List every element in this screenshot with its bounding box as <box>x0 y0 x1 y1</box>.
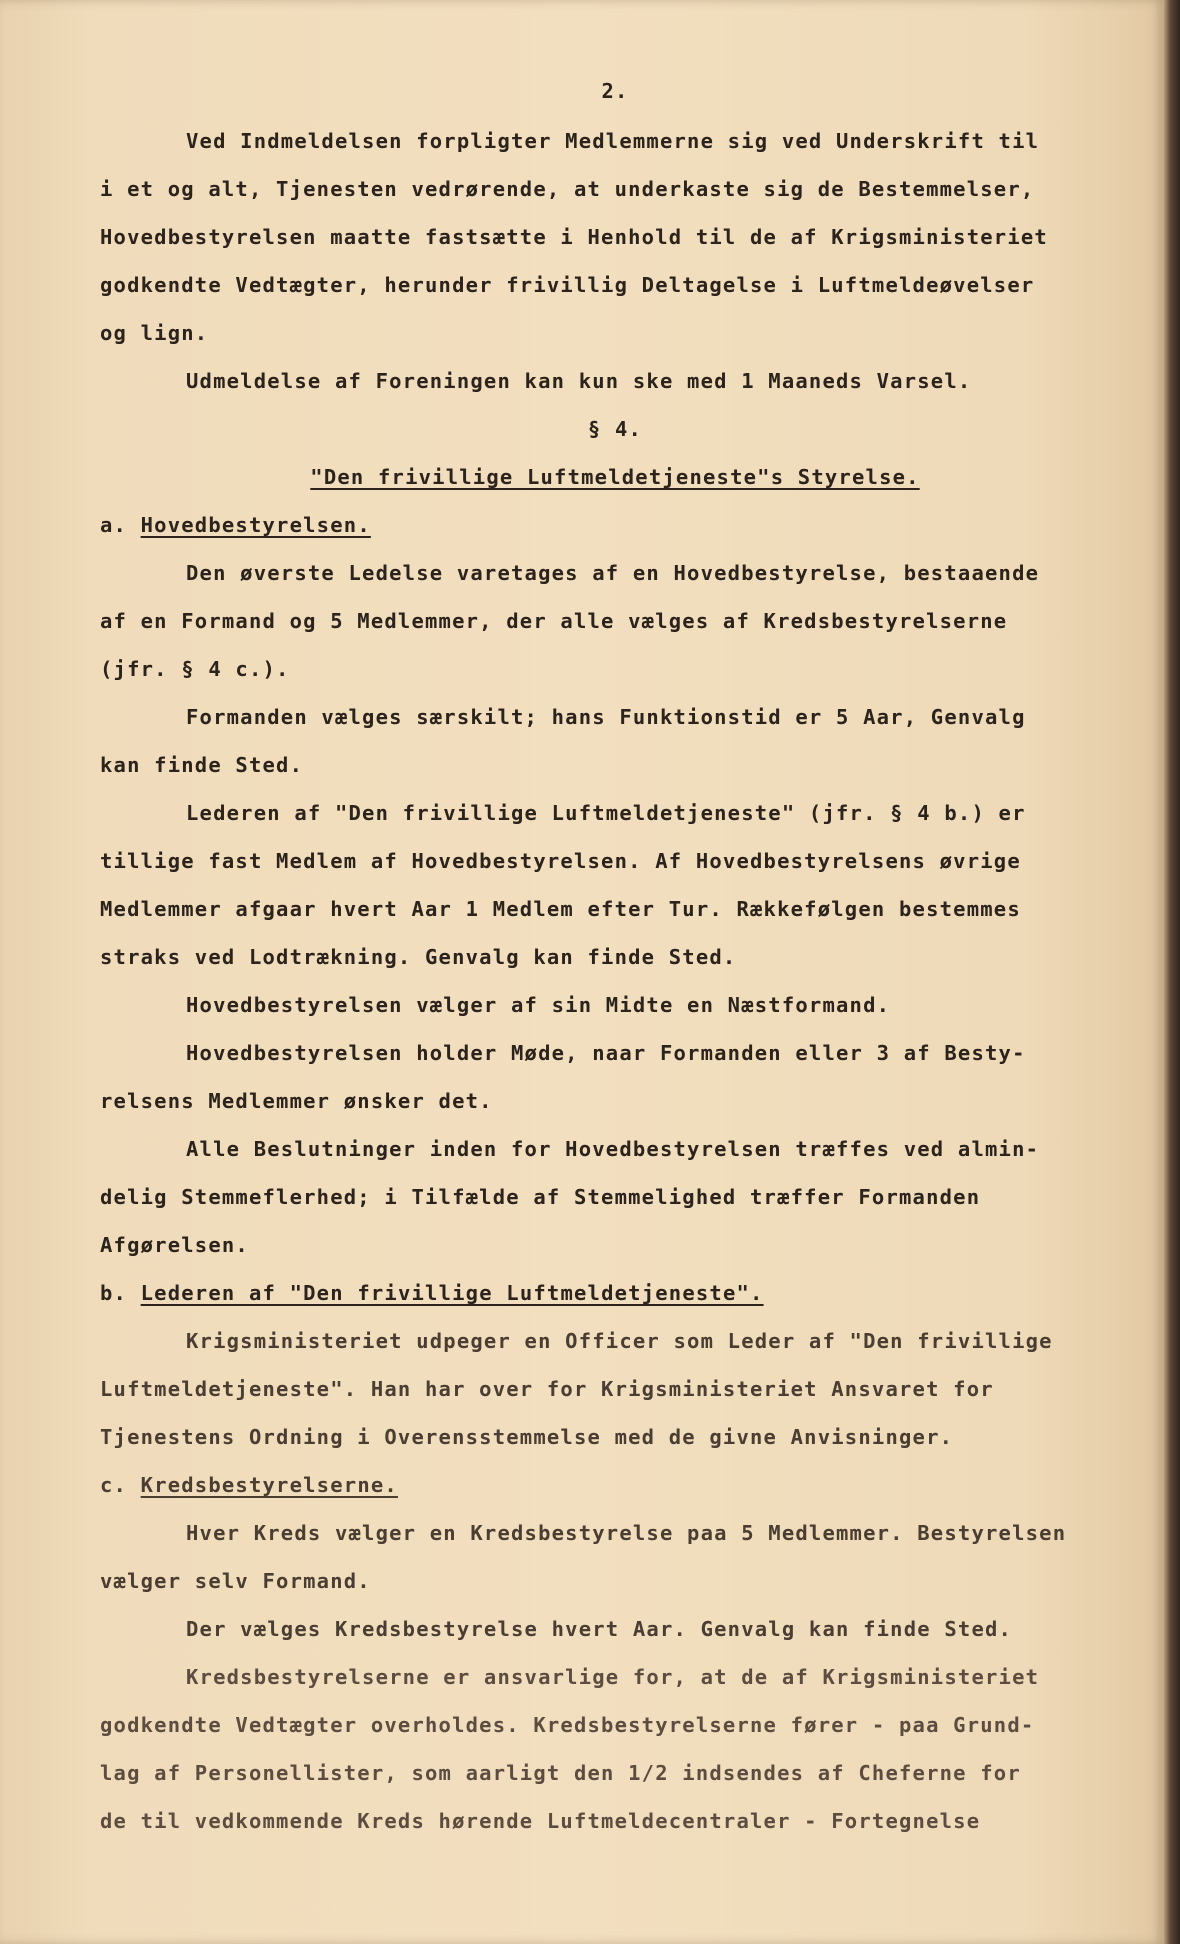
text-line: Hver Kreds vælger en Kredsbestyrelse paa 5 Medlemmer. Bestyrelsen <box>186 1521 1067 1545</box>
text-line: af en Formand og 5 Medlemmer, der alle vælges af Kredsbestyrelserne <box>100 609 1008 633</box>
subsection-c <box>100 1472 398 1498</box>
subsection-title: Hovedbestyrelsen. <box>140 513 371 537</box>
section-heading: "Den frivillige Luftmeldetjeneste"s Styrelse. <box>310 465 920 489</box>
text-line: delig Stemmeflerhed; i Tilfælde af Stemmelighed træffer Formanden <box>100 1185 981 1209</box>
text-line: og lign. <box>100 321 209 345</box>
text-line: Luftmeldetjeneste". Han har over for Krigsministeriet Ansvaret for <box>100 1377 994 1401</box>
section-number: § 4. <box>587 417 643 441</box>
subsection-letter: a. <box>100 513 128 537</box>
text-line: Kredsbestyrelserne er ansvarlige for, at de af Krigsministeriet <box>186 1665 1040 1689</box>
text-line: godkendte Vedtægter overholdes. Kredsbestyrelserne fører - paa Grund- <box>100 1713 1035 1737</box>
text-line: relsens Medlemmer ønsker det. <box>100 1089 493 1113</box>
text-line: Alle Beslutninger inden for Hovedbestyrelsen træffes ved almin- <box>186 1137 1040 1161</box>
text-line: Hovedbestyrelsen maatte fastsætte i Henhold til de af Krigsministeriet <box>100 225 1048 249</box>
text-line: straks ved Lodtrækning. Genvalg kan finde Sted. <box>100 945 737 969</box>
text-line: Lederen af "Den frivillige Luftmeldetjeneste" (jfr. § 4 b.) er <box>186 801 1026 825</box>
text-line: Afgørelsen. <box>100 1233 249 1257</box>
text-line: Udmeldelse af Foreningen kan kun ske med 1 Maaneds Varsel. <box>186 369 972 393</box>
page-number: 2. <box>601 79 629 103</box>
text-line: Hovedbestyrelsen holder Møde, naar Formanden eller 3 af Besty- <box>186 1041 1026 1065</box>
subsection-b <box>100 1280 764 1306</box>
text-line: i et og alt, Tjenesten vedrørende, at underkaste sig de Bestemmelser, <box>100 177 1035 201</box>
text-line: Formanden vælges særskilt; hans Funktionstid er 5 Aar, Genvalg <box>186 705 1026 729</box>
subsection-letter: b. <box>100 1281 128 1305</box>
subsection-a <box>100 512 371 538</box>
text-line: kan finde Sted. <box>100 753 304 777</box>
page-edge-shadow <box>1164 0 1180 1944</box>
text-line: Ved Indmeldelsen forpligter Medlemmerne sig ved Underskrift til <box>186 129 1040 153</box>
text-line: Den øverste Ledelse varetages af en Hovedbestyrelse, bestaaende <box>186 561 1040 585</box>
text-line: Hovedbestyrelsen vælger af sin Midte en Næstformand. <box>186 993 891 1017</box>
text-line: Medlemmer afgaar hvert Aar 1 Medlem efter Tur. Rækkefølgen bestemmes <box>100 897 1021 921</box>
text-line: Der vælges Kredsbestyrelse hvert Aar. Genvalg kan finde Sted. <box>186 1617 1013 1641</box>
subsection-letter: c. <box>100 1473 128 1497</box>
text-line: Tjenestens Ordning i Overensstemmelse med de givne Anvisninger. <box>100 1425 954 1449</box>
text-line: Krigsministeriet udpeger en Officer som Leder af "Den frivillige <box>186 1329 1053 1353</box>
text-line: de til vedkommende Kreds hørende Luftmeldecentraler - Fortegnelse <box>100 1809 981 1833</box>
subsection-title: Kredsbestyrelserne. <box>140 1473 398 1497</box>
subsection-title: Lederen af "Den frivillige Luftmeldetjeneste". <box>140 1281 764 1305</box>
text-line: lag af Personellister, som aarligt den 1/2 indsendes af Cheferne for <box>100 1761 1021 1785</box>
text-line: (jfr. § 4 c.). <box>100 657 290 681</box>
text-line: tillige fast Medlem af Hovedbestyrelsen. Af Hovedbestyrelsens øvrige <box>100 849 1021 873</box>
text-line: vælger selv Formand. <box>100 1569 371 1593</box>
text-line: godkendte Vedtægter, herunder frivillig Deltagelse i Luftmeldeøvelser <box>100 273 1035 297</box>
